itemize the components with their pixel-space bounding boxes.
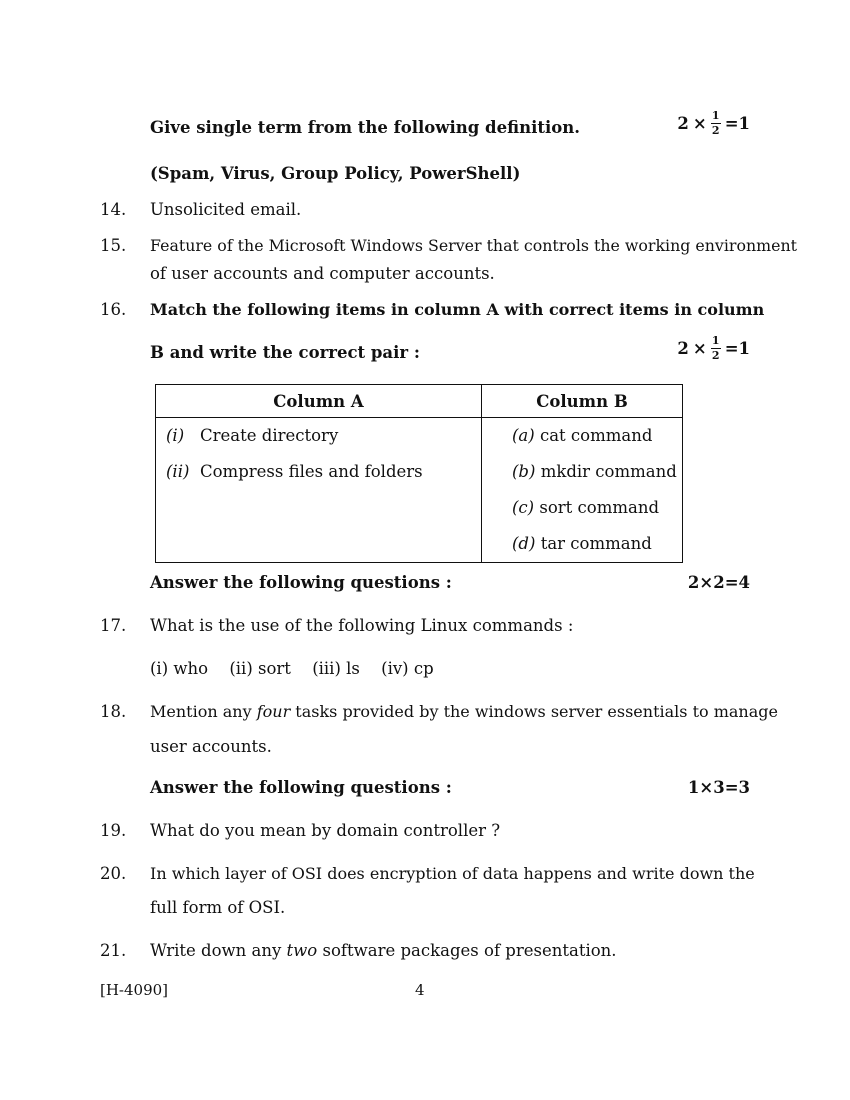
command-item: (ii) sort: [229, 659, 291, 678]
command-item: (iii) ls: [312, 659, 360, 678]
column-b-item: (a) cat command: [512, 426, 653, 445]
column-a-header: Column A: [156, 385, 482, 418]
column-a-item: (i) Create directory: [166, 426, 339, 445]
question-text-cont: of user accounts and computer accounts.: [150, 264, 495, 283]
column-b-item: (b) mkdir command: [512, 462, 677, 481]
question-text: What is the use of the following Linux commands :: [150, 616, 574, 635]
match-table: [155, 384, 683, 563]
section-instruction: Give single term from the following definition.: [150, 118, 580, 137]
column-a: [156, 418, 482, 563]
question-text-cont: B and write the correct pair :: [150, 343, 420, 362]
marks-allocation: 2 × $\frac{1}{2}$ =1: [677, 334, 750, 362]
column-b-item: (d) tar command: [512, 534, 652, 553]
question-number: 21.: [100, 941, 127, 960]
command-item: (iv) cp: [381, 659, 434, 678]
column-b-header: Column B: [482, 385, 683, 418]
question-number: 19.: [100, 821, 127, 840]
marks-allocation: 1×3=3: [687, 778, 750, 797]
question-text-cont: user accounts.: [150, 737, 272, 756]
question-text: Match the following items in column A with correct items in column: [150, 300, 765, 319]
question-text: Feature of the Microsoft Windows Server that controls the working environment: [150, 236, 797, 255]
question-text: Write down any two software packages of presentation.: [150, 941, 617, 960]
paper-code: [H-4090]: [100, 981, 169, 999]
question-text: Mention any four tasks provided by the windows server essentials to manage: [150, 702, 778, 721]
question-text: What do you mean by domain controller ?: [150, 821, 501, 840]
question-text-cont: full form of OSI.: [150, 898, 286, 917]
question-text: In which layer of OSI does encryption of data happens and write down the: [150, 864, 755, 883]
page-number: 4: [415, 981, 425, 999]
question-number: 18.: [100, 702, 127, 721]
command-list: [150, 658, 450, 680]
column-b-item: (c) sort command: [512, 498, 660, 517]
question-number: 14.: [100, 200, 127, 219]
command-item: (i) who: [150, 659, 209, 678]
section-heading: Answer the following questions :: [150, 778, 452, 797]
marks-allocation: 2×2=4: [687, 573, 750, 592]
section-heading: Answer the following questions :: [150, 573, 452, 592]
question-number: 15.: [100, 236, 127, 255]
question-number: 17.: [100, 616, 127, 635]
marks-allocation: 2 × $\frac{1}{2}$ =1: [677, 109, 750, 137]
column-a-item: (ii) Compress files and folders: [166, 462, 423, 481]
column-b: [482, 418, 683, 563]
term-options: (Spam, Virus, Group Policy, PowerShell): [150, 164, 521, 183]
question-number: 16.: [100, 300, 127, 319]
question-text: Unsolicited email.: [150, 200, 302, 219]
question-number: 20.: [100, 864, 127, 883]
